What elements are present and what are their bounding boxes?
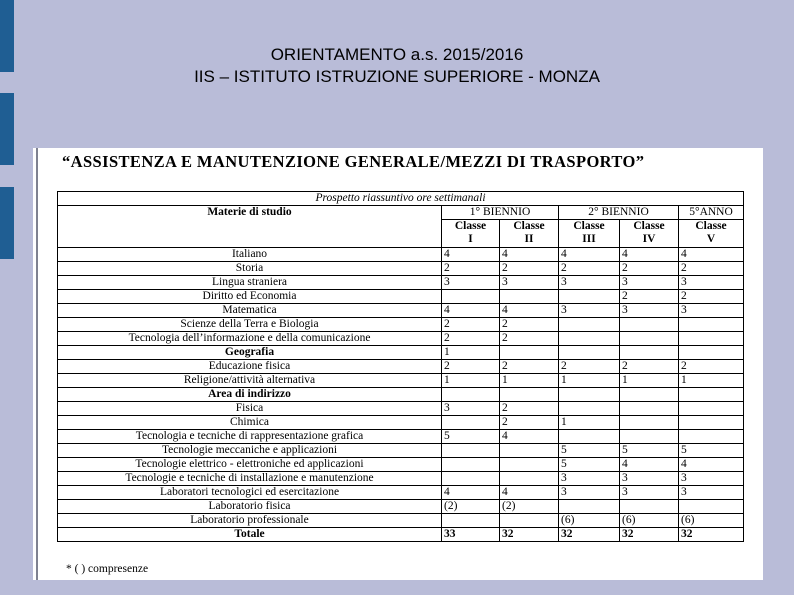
slide-title-line2: IIS – ISTITUTO ISTRUZIONE SUPERIORE - MONZA bbox=[194, 67, 600, 86]
hours-cell bbox=[620, 416, 679, 430]
hours-cell bbox=[500, 388, 559, 402]
hours-cell: 1 bbox=[442, 346, 500, 360]
footnote: * ( ) compresenze bbox=[66, 563, 149, 575]
hours-cell bbox=[679, 430, 744, 444]
table-row bbox=[58, 304, 744, 318]
table-row bbox=[58, 276, 744, 290]
hours-cell: 2 bbox=[500, 402, 559, 416]
hours-cell: 3 bbox=[620, 472, 679, 486]
hours-cell: 2 bbox=[679, 290, 744, 304]
hours-cell: (6) bbox=[679, 514, 744, 528]
subject-cell: Tecnologie elettrico - elettroniche ed applicazioni bbox=[58, 458, 442, 472]
table-caption: Prospetto riassuntivo ore settimanali bbox=[58, 192, 744, 206]
hours-cell bbox=[679, 318, 744, 332]
total-cell: 33 bbox=[442, 528, 500, 542]
subject-cell: Educazione fisica bbox=[58, 360, 442, 374]
hours-cell bbox=[442, 444, 500, 458]
subject-cell: Scienze della Terra e Biologia bbox=[58, 318, 442, 332]
subject-cell: Laboratori tecnologici ed esercitazione bbox=[58, 486, 442, 500]
hours-cell bbox=[679, 500, 744, 514]
subject-cell: Geografia bbox=[58, 346, 442, 360]
table-row bbox=[58, 514, 744, 528]
period-fifth-year: 5°ANNO bbox=[679, 206, 744, 220]
class-header bbox=[620, 220, 679, 248]
hours-cell: (6) bbox=[620, 514, 679, 528]
class-header bbox=[679, 220, 744, 248]
table-row bbox=[58, 500, 744, 514]
subjects-header: Materie di studio bbox=[58, 206, 442, 248]
total-cell: 32 bbox=[500, 528, 559, 542]
hours-cell: 2 bbox=[500, 416, 559, 430]
hours-cell: 3 bbox=[500, 276, 559, 290]
hours-cell: 4 bbox=[442, 248, 500, 262]
hours-cell: 3 bbox=[679, 486, 744, 500]
subject-cell: Area di indirizzo bbox=[58, 388, 442, 402]
subject-cell: Laboratorio fisica bbox=[58, 500, 442, 514]
hours-cell: 1 bbox=[559, 416, 620, 430]
hours-cell bbox=[442, 388, 500, 402]
hours-cell bbox=[620, 332, 679, 346]
document-edge bbox=[36, 148, 38, 580]
hours-cell: 4 bbox=[620, 458, 679, 472]
table-row bbox=[58, 444, 744, 458]
table-row bbox=[58, 332, 744, 346]
subject-cell: Laboratorio professionale bbox=[58, 514, 442, 528]
side-tab bbox=[0, 187, 14, 259]
hours-cell bbox=[559, 402, 620, 416]
hours-cell: 2 bbox=[442, 318, 500, 332]
hours-cell: 3 bbox=[620, 276, 679, 290]
class-header bbox=[442, 220, 500, 248]
hours-cell: 2 bbox=[679, 262, 744, 276]
hours-cell bbox=[500, 290, 559, 304]
hours-cell bbox=[559, 346, 620, 360]
hours-cell bbox=[500, 472, 559, 486]
total-cell: 32 bbox=[559, 528, 620, 542]
hours-cell: 2 bbox=[500, 262, 559, 276]
hours-cell: 2 bbox=[559, 262, 620, 276]
class-header-label: Classe bbox=[573, 220, 605, 232]
hours-cell: 2 bbox=[679, 360, 744, 374]
table-row bbox=[58, 388, 744, 402]
hours-cell: 2 bbox=[442, 332, 500, 346]
subject-cell: Fisica bbox=[58, 402, 442, 416]
hours-cell bbox=[620, 346, 679, 360]
hours-cell bbox=[500, 458, 559, 472]
hours-cell: 1 bbox=[500, 374, 559, 388]
table-row bbox=[58, 262, 744, 276]
total-row bbox=[58, 528, 744, 542]
hours-cell: 3 bbox=[679, 472, 744, 486]
hours-cell: 4 bbox=[500, 248, 559, 262]
hours-cell: 2 bbox=[559, 360, 620, 374]
hours-cell: 5 bbox=[559, 444, 620, 458]
class-header-number: IV bbox=[642, 233, 656, 245]
hours-cell: 4 bbox=[679, 458, 744, 472]
hours-cell: 2 bbox=[500, 360, 559, 374]
table-row bbox=[58, 416, 744, 430]
class-header-label: Classe bbox=[695, 220, 727, 232]
hours-cell: 5 bbox=[679, 444, 744, 458]
hours-cell: 4 bbox=[500, 430, 559, 444]
class-header bbox=[500, 220, 559, 248]
hours-cell: 4 bbox=[679, 248, 744, 262]
hours-cell: 3 bbox=[442, 402, 500, 416]
slide-title-line1: ORIENTAMENTO a.s. 2015/2016 bbox=[270, 45, 524, 64]
class-header-number: V bbox=[706, 233, 716, 245]
hours-cell: 1 bbox=[559, 374, 620, 388]
hours-cell bbox=[442, 416, 500, 430]
slide-title bbox=[0, 44, 794, 88]
hours-cell: 3 bbox=[559, 472, 620, 486]
hours-cell bbox=[559, 430, 620, 444]
hours-cell: 3 bbox=[620, 486, 679, 500]
hours-cell bbox=[620, 402, 679, 416]
hours-cell: 1 bbox=[442, 374, 500, 388]
hours-cell: 2 bbox=[620, 290, 679, 304]
hours-cell bbox=[679, 416, 744, 430]
hours-cell bbox=[559, 318, 620, 332]
subject-cell: Tecnologie meccaniche e applicazioni bbox=[58, 444, 442, 458]
class-header-number: II bbox=[524, 233, 534, 245]
hours-cell: 4 bbox=[559, 248, 620, 262]
hours-cell bbox=[620, 430, 679, 444]
hours-cell: (6) bbox=[559, 514, 620, 528]
table-row bbox=[58, 346, 744, 360]
hours-cell bbox=[679, 346, 744, 360]
hours-cell: 3 bbox=[442, 276, 500, 290]
table-row bbox=[58, 458, 744, 472]
class-header-label: Classe bbox=[454, 220, 487, 232]
hours-cell bbox=[500, 444, 559, 458]
table-row bbox=[58, 290, 744, 304]
subject-cell: Diritto ed Economia bbox=[58, 290, 442, 304]
hours-cell bbox=[500, 514, 559, 528]
hours-cell bbox=[679, 402, 744, 416]
hours-cell: 4 bbox=[500, 304, 559, 318]
hours-cell: 5 bbox=[620, 444, 679, 458]
hours-cell bbox=[620, 318, 679, 332]
hours-cell: (2) bbox=[442, 500, 500, 514]
hours-cell: 2 bbox=[442, 360, 500, 374]
class-header-label: Classe bbox=[513, 220, 545, 232]
hours-cell: 5 bbox=[559, 458, 620, 472]
table-row bbox=[58, 318, 744, 332]
hours-table bbox=[57, 191, 744, 542]
hours-cell bbox=[442, 458, 500, 472]
document-title: “ASSISTENZA E MANUTENZIONE GENERALE/MEZZI DI TRASPORTO” bbox=[62, 152, 645, 171]
subject-cell: Lingua straniera bbox=[58, 276, 442, 290]
hours-cell: 2 bbox=[500, 318, 559, 332]
hours-cell: 4 bbox=[620, 248, 679, 262]
period-row bbox=[58, 206, 744, 220]
class-header-number: III bbox=[582, 233, 596, 245]
hours-cell bbox=[679, 388, 744, 402]
subject-cell: Italiano bbox=[58, 248, 442, 262]
hours-cell bbox=[559, 290, 620, 304]
table-row bbox=[58, 374, 744, 388]
hours-cell: 1 bbox=[620, 374, 679, 388]
caption-row bbox=[58, 192, 744, 206]
hours-cell: 2 bbox=[620, 262, 679, 276]
hours-cell bbox=[500, 346, 559, 360]
hours-cell: 3 bbox=[559, 486, 620, 500]
hours-cell: 2 bbox=[620, 360, 679, 374]
subject-cell: Storia bbox=[58, 262, 442, 276]
subject-cell: Tecnologia e tecniche di rappresentazione grafica bbox=[58, 430, 442, 444]
hours-cell: 1 bbox=[679, 374, 744, 388]
hours-cell: 3 bbox=[559, 276, 620, 290]
period-second-biennium: 2° BIENNIO bbox=[559, 206, 679, 220]
table-row bbox=[58, 402, 744, 416]
hours-cell: 2 bbox=[442, 262, 500, 276]
class-header-label: Classe bbox=[633, 220, 665, 232]
side-tabs bbox=[0, 0, 15, 595]
hours-cell: 4 bbox=[500, 486, 559, 500]
subject-cell: Tecnologia dell’informazione e della comunicazione bbox=[58, 332, 442, 346]
hours-cell: 4 bbox=[442, 304, 500, 318]
side-tab bbox=[0, 93, 14, 165]
hours-cell bbox=[620, 388, 679, 402]
hours-cell bbox=[559, 500, 620, 514]
table-row bbox=[58, 248, 744, 262]
subject-cell: Matematica bbox=[58, 304, 442, 318]
hours-cell bbox=[442, 290, 500, 304]
hours-cell bbox=[442, 472, 500, 486]
subject-cell: Chimica bbox=[58, 416, 442, 430]
class-header bbox=[559, 220, 620, 248]
table-row bbox=[58, 430, 744, 444]
table-row bbox=[58, 360, 744, 374]
total-cell: 32 bbox=[620, 528, 679, 542]
hours-cell: 2 bbox=[500, 332, 559, 346]
hours-cell bbox=[679, 332, 744, 346]
hours-cell: 4 bbox=[442, 486, 500, 500]
table-row bbox=[58, 472, 744, 486]
subject-cell: Religione/attività alternativa bbox=[58, 374, 442, 388]
hours-cell bbox=[559, 388, 620, 402]
class-header-number: I bbox=[468, 233, 473, 245]
hours-cell bbox=[442, 514, 500, 528]
period-first-biennium: 1° BIENNIO bbox=[442, 206, 559, 220]
total-label: Totale bbox=[58, 528, 442, 542]
hours-cell: 3 bbox=[679, 276, 744, 290]
table-row bbox=[58, 486, 744, 500]
hours-cell bbox=[559, 332, 620, 346]
hours-cell: 5 bbox=[442, 430, 500, 444]
hours-cell: 3 bbox=[559, 304, 620, 318]
hours-cell: (2) bbox=[500, 500, 559, 514]
total-cell: 32 bbox=[679, 528, 744, 542]
hours-cell: 3 bbox=[620, 304, 679, 318]
hours-cell: 3 bbox=[679, 304, 744, 318]
hours-cell bbox=[620, 500, 679, 514]
subject-cell: Tecnologie e tecniche di installazione e manutenzione bbox=[58, 472, 442, 486]
